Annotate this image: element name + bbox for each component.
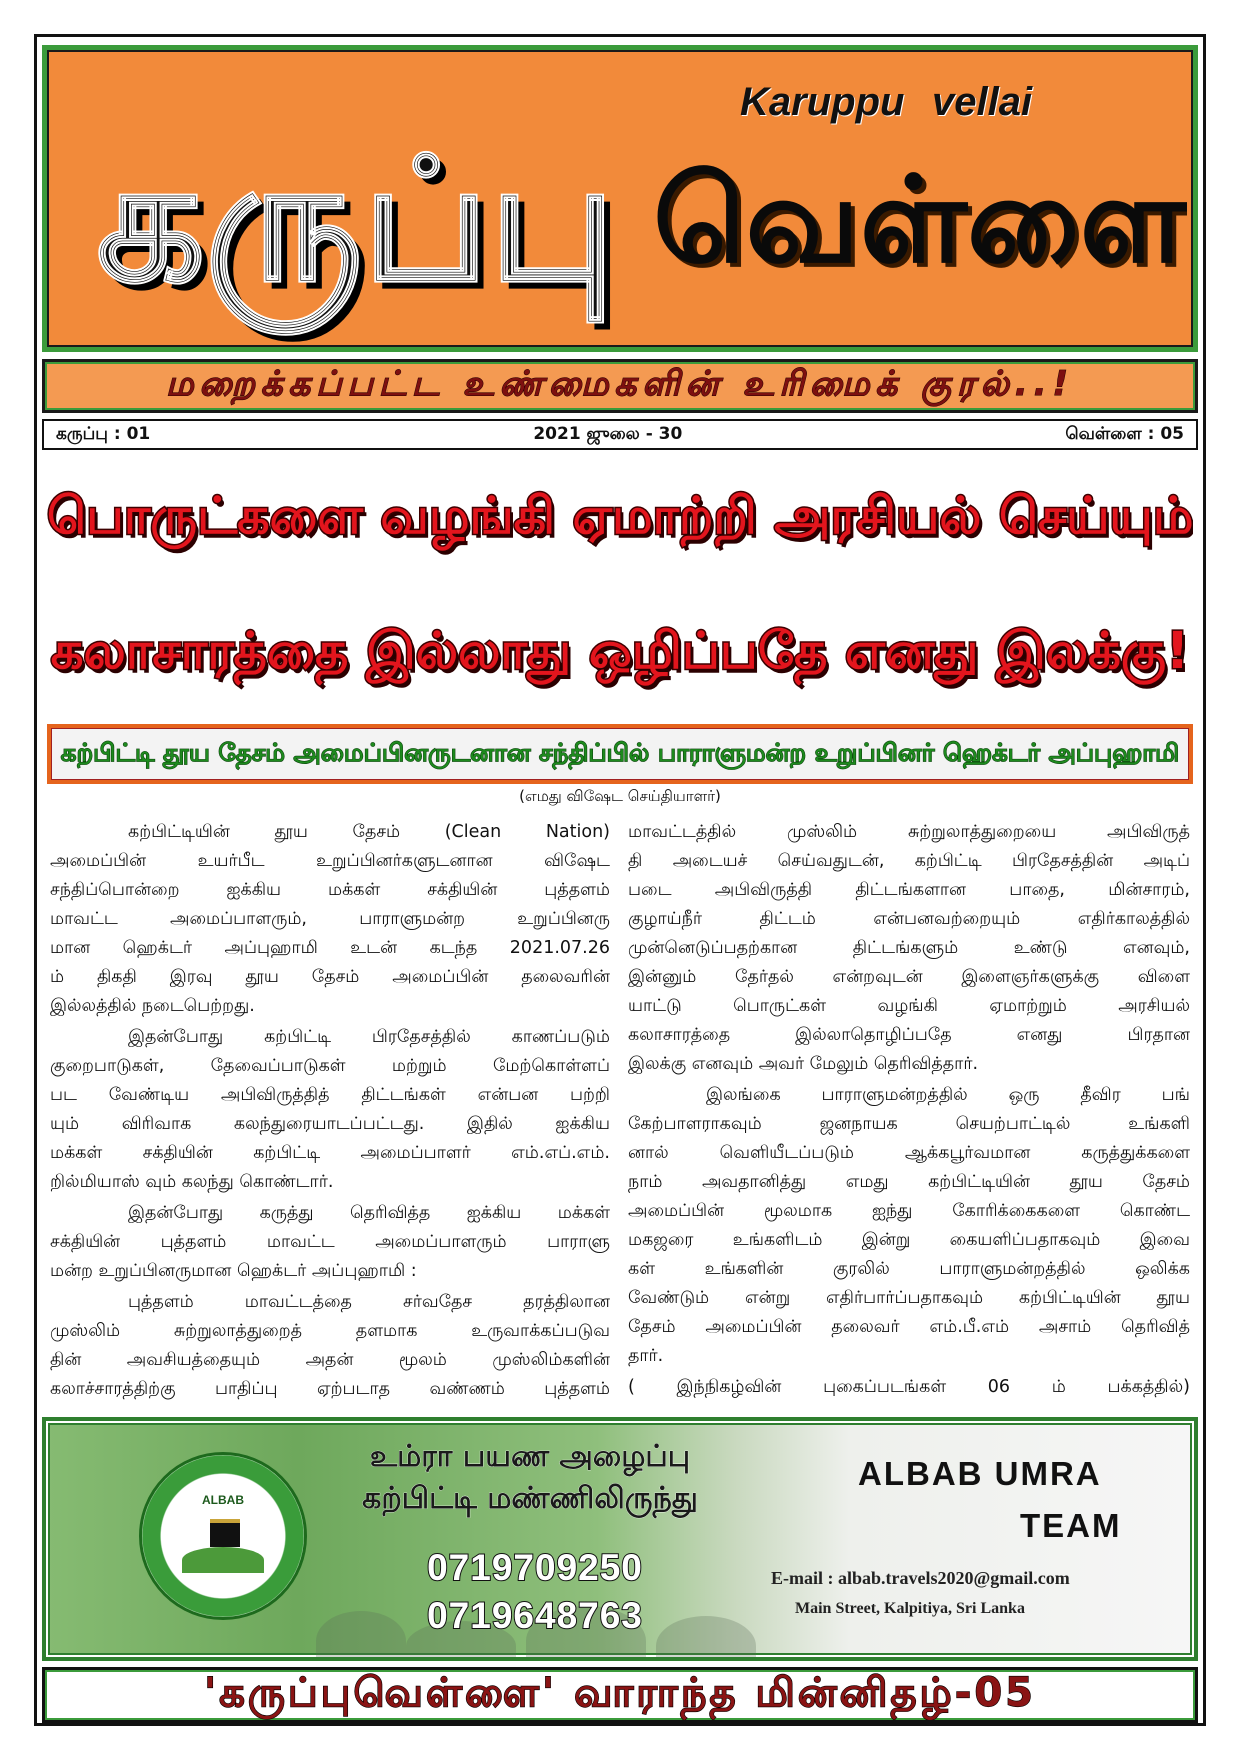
body-line: யாட்டு பொருட்கள் வழங்கி ஏமாற்றும் அரசியல் [628,996,1190,1016]
ad-team-name-line2: TEAM [1020,1507,1122,1544]
body-line: பட வேண்டிய அபிவிருத்தித் திட்டங்கள் என்பன பற்றி [50,1085,610,1105]
paragraph [50,818,610,1021]
masthead-title-part1: கருப்பு [96,122,616,320]
kaaba-icon [210,1519,240,1547]
body-line: வேண்டும் என்று எதிர்பார்ப்பதாகவும் கற்பிட்டியின் தூய [628,1288,1190,1308]
dateline [42,419,1198,450]
body-line: முன்னெடுப்பதற்கான திட்டங்களும் உண்டு எனவும், [628,938,1190,958]
issue-number: வெள்ளை : 05 [1065,423,1184,444]
byline: (எமது விஷேட செய்தியாளர்) [519,787,721,805]
hills-icon [182,1547,264,1573]
albab-logo-text: ALBAB [202,1493,244,1507]
masthead-latin-part2: vellai [932,80,1033,124]
footer-title: 'கருப்புவெள்ளை' வாராந்த மின்னிதழ்-05 [204,1669,1036,1716]
paragraph [628,818,1190,1079]
body-line: குறைபாடுகள், தேவைப்பாடுகள் மற்றும் மேற்கொள்ளப் [50,1056,610,1076]
left-column-paragraphs [50,818,610,1404]
headline-line-2: கலாசாரத்தை இல்லாது ஒழிப்பதே எனது இலக்கு! [50,622,1190,681]
body-line: சந்திப்பொன்றை ஐக்கிய மக்கள் சக்தியின் புத்தளம் [50,880,610,900]
paragraph [50,1288,610,1404]
masthead-title-part2: வெள்ளை [653,152,1187,290]
paragraph [50,1199,610,1286]
subheadline: கற்பிட்டி தூய தேசம் அமைப்பினருடனான சந்திப்பில் பாராளுமன்ற உறுப்பினர் ஹெக்டர் அப்புஹாமி [60,737,1180,767]
body-line: இன்னும் தேர்தல் என்றவுடன் இளைஞர்களுக்கு விளை [628,967,1190,987]
ad-address: Main Street, Kalpitiya, Sri Lanka [795,1600,1025,1617]
body-line: மாவட்ட அமைப்பாளரும், பாராளுமன்ற உறுப்பினரு [50,909,610,929]
ad-title: உம்ரா பயண அழைப்பு [369,1439,691,1474]
ad-phone-1: 0719709250 [427,1547,643,1588]
footer-bar [42,1667,1198,1723]
photo-note: ( இந்நிகழ்வின் புகைப்படங்கள் 06 ம் பக்கத்தில்) [628,1377,1190,1397]
ad-subtitle: கற்பிட்டி மண்ணிலிருந்து [362,1481,698,1516]
right-column [628,818,1190,1412]
body-line: முஸ்லிம் சுற்றுலாத்துறைத் தளமாக உருவாக்கப்படுவ [50,1321,610,1341]
body-line: படை அபிவிருத்தி திட்டங்களான பாதை, மின்சாரம், [628,880,1190,900]
body-line: தின் அவசியத்தையும் அதன் மூலம் முஸ்லிம்களின் [50,1350,610,1370]
body-line: நாம் அவதானித்து எமது கற்பிட்டியின் தூய தேசம் [628,1172,1190,1192]
body-line: தி அடையச் செய்வதுடன், கற்பிட்டி பிரதேசத்தின் அடிப் [628,851,1190,871]
body-line: ம் திகதி இரவு தூய தேசம் அமைப்பின் தலைவரின் [50,967,610,987]
issue-date: 2021 ஜுலை - 30 [533,423,683,444]
body-line: இலங்கை பாராளுமன்றத்தில் ஒரு தீவிர பங் [706,1085,1190,1105]
ad-phone-2: 0719648763 [427,1595,643,1636]
body-line: கலாசாரத்தை இல்லாதொழிப்பதே எனது பிரதான [628,1025,1190,1045]
body-line: தார். [628,1346,664,1366]
albab-logo [139,1452,307,1620]
right-column-paragraphs [628,818,1190,1371]
body-line: கேற்பாளராகவும் ஜனநாயக செயற்பாட்டில் உங்களி [628,1114,1190,1134]
body-line: மக்கள் சக்தியின் கற்பிட்டி அமைப்பாளர் எம்.எப்.எம். [50,1143,610,1163]
body-line: சக்தியின் புத்தளம் மாவட்ட அமைப்பாளரும் பாராளு [50,1232,610,1252]
tagline: மறைக்கப்பட்ட உண்மைகளின் உரிமைக் குரல்..! [165,364,1075,404]
issue-volume: கருப்பு : 01 [56,423,151,444]
body-line: கலாச்சாரத்திற்கு பாதிப்பு ஏற்படாத வண்ணம் புத்தளம் [50,1379,610,1399]
body-line: குழாய்நீர் திட்டம் என்பனவற்றையும் எதிர்காலத்தில் [628,909,1190,929]
body-line: மான ஹெக்டர் அப்புஹாமி உடன் கடந்த 2021.07.26 [50,938,610,958]
body-line: அமைப்பின் உயர்பீட உறுப்பினர்களுடனான விஷேட [50,851,610,871]
ad-email: E-mail : albab.travels2020@gmail.com [771,1568,1070,1588]
body-line: னால் வெளியீடப்படும் ஆக்கபூர்வமான கருத்துக்களை [628,1143,1190,1163]
body-line: மகஜரை உங்களிடம் இன்று கையளிப்பதாகவும் இவை [628,1230,1190,1250]
body-line: றில்மியாஸ் வும் கலந்து கொண்டார். [50,1172,334,1192]
body-line: கள் உங்களின் குரலில் பாராளுமன்றத்தில் ஒலிக்க [628,1259,1190,1279]
masthead [42,45,1198,352]
masthead-latin-part1: Karuppu [740,80,905,124]
body-line: யும் விரிவாக கலந்துரையாடப்பட்டது. இதில் ஐக்கிய [50,1114,610,1134]
headline-line-1: பொருட்களை வழங்கி ஏமாற்றி அரசியல் செய்யும் [47,486,1193,545]
tagline-bar [42,359,1198,413]
subheadline-box [47,724,1193,784]
body-line: இலக்கு எனவும் அவர் மேலும் தெரிவித்தார். [628,1054,979,1074]
left-column [50,818,610,1412]
paragraph [50,1023,610,1197]
umra-advertisement [42,1417,1198,1661]
body-line: தேசம் அமைப்பின் தலைவர் எம்.பீ.எம் அசாம் தெரிவித் [628,1317,1190,1337]
body-line: கற்பிட்டியின் தூய தேசம் (Clean Nation) [128,822,610,842]
paragraph [628,1081,1190,1371]
body-line: இதன்போது கருத்து தெரிவித்த ஐக்கிய மக்கள் [128,1203,610,1223]
body-line: அமைப்பின் மூலமாக ஐந்து கோரிக்கைகளை கொண்ட [628,1201,1190,1221]
body-line: இதன்போது கற்பிட்டி பிரதேசத்தில் காணப்படும் [128,1027,610,1047]
ad-team-name-line1: ALBAB UMRA [858,1455,1102,1492]
body-line: இல்லத்தில் நடைபெற்றது. [50,996,255,1016]
body-line: மன்ற உறுப்பினருமான ஹெக்டர் அப்புஹாமி : [50,1261,417,1281]
body-line: மாவட்டத்தில் முஸ்லிம் சுற்றுலாத்துறையை அபிவிருத் [628,822,1190,842]
body-line: புத்தளம் மாவட்டத்தை சர்வதேச தரத்திலான [128,1292,610,1312]
